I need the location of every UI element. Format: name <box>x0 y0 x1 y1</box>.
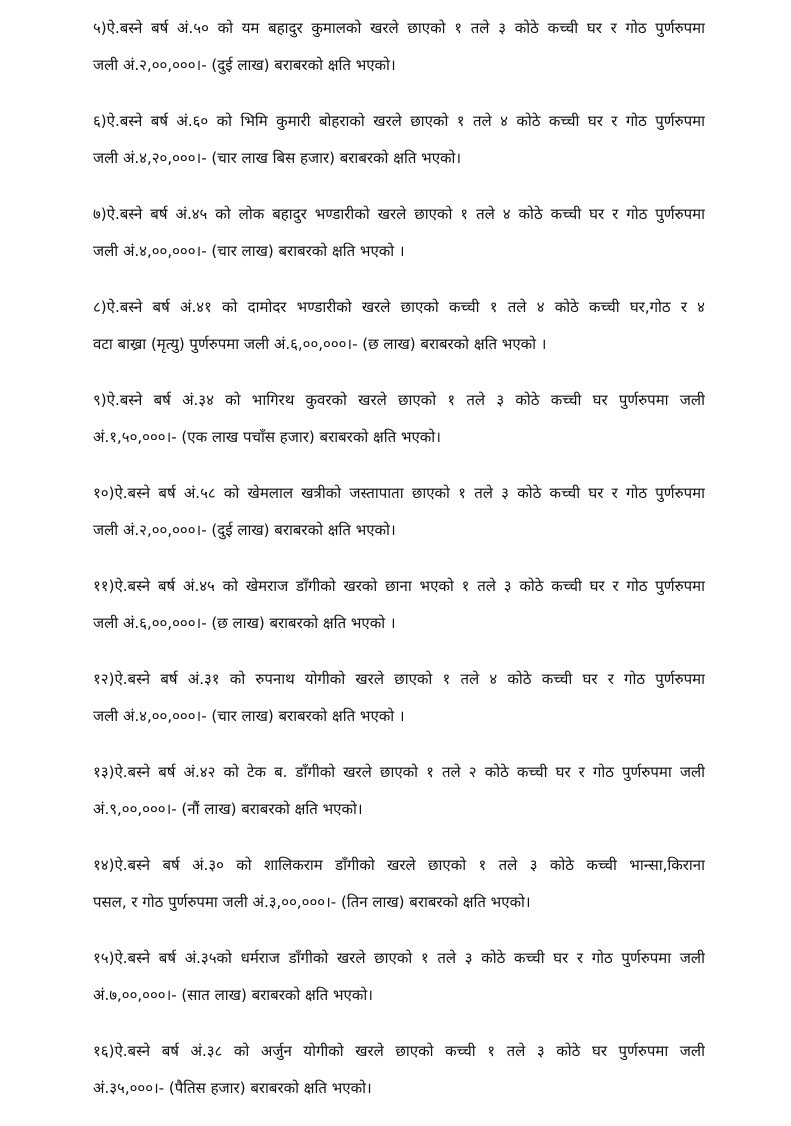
entry-line: ९)ऐ.बस्ने बर्ष अं.३४ को भागिरथ कुवरको खरले छाएको १ तले ३ कोठे कच्ची घर पुर्णरुपमा जली <box>93 391 705 409</box>
entry-line: १२)ऐ.बस्ने बर्ष अं.३१ को रुपनाथ योगीको खरले छाएको १ तले ४ कोठे कच्ची घर र गोठ पुर्णरुपमा <box>93 670 705 688</box>
entry-line: जली अं.६,००,०००।- (छ लाख) बराबरको क्षति भएको । <box>93 614 396 632</box>
entry-line: ५)ऐ.बस्ने बर्ष अं.५० को यम बहादुर कुमालको खरले छाएको १ तले ३ कोठे कच्ची घर र गोठ पुर्णरुपमा <box>93 19 705 37</box>
entry-line: अं.७,००,०००।- (सात लाख) बराबरको क्षति भएको। <box>93 986 373 1004</box>
list-item <box>93 196 705 270</box>
list-item <box>93 754 705 828</box>
entry-line: पसल, र गोठ पुर्णरुपमा जली अं.३,००,०००।- (तिन लाख) बराबरको क्षति भएको। <box>93 893 531 911</box>
entry-line: जली अं.४,००,०००।- (चार लाख) बराबरको क्षति भएको । <box>93 707 405 725</box>
entry-line: जली अं.२,००,०००।- (दुई लाख) बराबरको क्षति भएको। <box>93 56 396 74</box>
list-item <box>93 289 705 363</box>
entry-line: १५)ऐ.बस्ने बर्ष अं.३५को धर्मराज डाँगीको खरले छाएको १ तले ३ कोठे कच्ची घर र गोठ पुर्णरुपमा जली <box>93 949 705 967</box>
list-item <box>93 940 705 1014</box>
entry-line: वटा बाख्रा (मृत्यु) पुर्णरुपमा जली अं.६,००,०००।- (छ लाख) बराबरको क्षति भएको । <box>93 335 547 353</box>
damage-report-list <box>93 10 705 1126</box>
entry-line: १३)ऐ.बस्ने बर्ष अं.४२ को टेक ब. डाँगीको खरले छाएको १ तले २ कोठे कच्ची घर र गोठ पुर्णरुपमा जली <box>93 763 705 781</box>
list-item <box>93 1033 705 1107</box>
list-item <box>93 475 705 549</box>
list-item <box>93 103 705 177</box>
entry-line: जली अं.२,००,०००।- (दुई लाख) बराबरको क्षति भएको। <box>93 521 396 539</box>
entry-line: १०)ऐ.बस्ने बर्ष अं.५८ को खेमलाल खत्रीको जस्तापाता छाएको १ तले ३ कोठे कच्ची घर र गोठ पुर्णरुपमा <box>93 484 705 502</box>
list-item <box>93 847 705 921</box>
entry-line: ११)ऐ.बस्ने बर्ष अं.४५ को खेमराज डाँगीको खरको छाना भएको १ तले ३ कोठे कच्ची घर र गोठ पुर्णरुपमा <box>93 577 705 595</box>
entry-line: १६)ऐ.बस्ने बर्ष अं.३८ को अर्जुन योगीको खरले छाएको कच्ची १ तले ३ कोठे घर पुर्णरुपमा जली <box>93 1042 705 1060</box>
list-item <box>93 10 705 84</box>
entry-line: ७)ऐ.बस्ने बर्ष अं.४५ को लोक बहादुर भण्डारीको खरले छाएको १ तले ४ कोठे कच्ची घर र गोठ पुर्णरुपमा <box>93 205 705 223</box>
entry-line: ८)ऐ.बस्ने बर्ष अं.४१ को दामोदर भण्डारीको खरले छाएको कच्ची १ तले ४ कोठे कच्ची घर,गोठ र ४ <box>93 298 705 316</box>
entry-line: अं.९,००,०००।- (नौं लाख) बराबरको क्षति भएको। <box>93 800 363 818</box>
list-item <box>93 382 705 456</box>
entry-line: १४)ऐ.बस्ने बर्ष अं.३० को शालिकराम डाँगीको खरले छाएको १ तले ३ कोठे कच्ची भान्सा,किराना <box>93 856 705 874</box>
entry-line: जली अं.४,२०,०००।- (चार लाख बिस हजार) बराबरको क्षति भएको। <box>93 149 462 167</box>
entry-line: ६)ऐ.बस्ने बर्ष अं.६० को भिमि कुमारी बोहराको खरले छाएको १ तले ४ कोठे कच्ची घर र गोठ पुर्णरुपमा <box>93 112 705 130</box>
entry-line: अं.३५,०००।- (पैतिस हजार) बराबरको क्षति भएको। <box>93 1079 372 1097</box>
list-item <box>93 568 705 642</box>
list-item <box>93 661 705 735</box>
entry-line: अं.१,५०,०००।- (एक लाख पचाँस हजार) बराबरको क्षति भएको। <box>93 428 441 446</box>
entry-line: जली अं.४,००,०००।- (चार लाख) बराबरको क्षति भएको । <box>93 242 405 260</box>
